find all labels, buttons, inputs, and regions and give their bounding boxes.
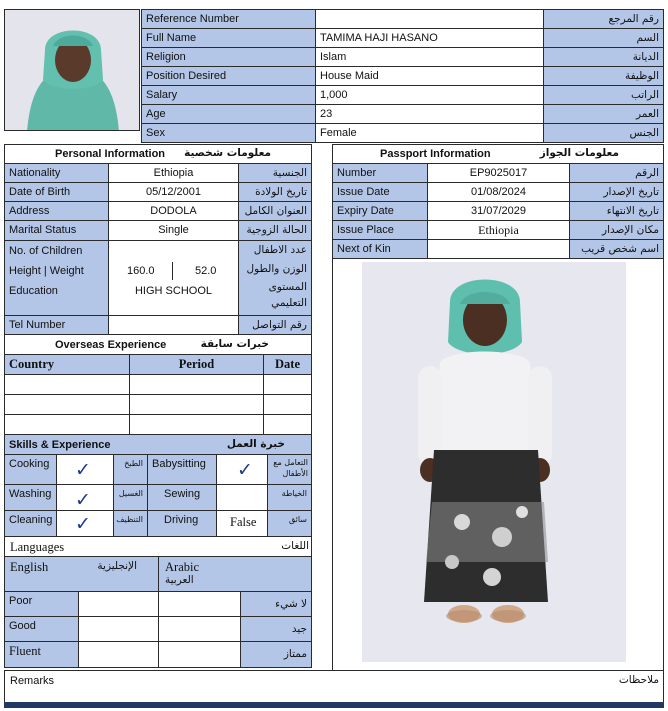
portrait-photo: [4, 9, 140, 131]
level-poor-english: [78, 591, 159, 617]
languages-title: Languages: [10, 540, 65, 554]
religion-value: Islam: [315, 47, 544, 67]
salary-label: Salary: [141, 85, 316, 105]
overseas-title-ar: خبرات سابقة: [200, 338, 269, 350]
tel-label-ar: رقم التواصل: [238, 315, 312, 335]
passport-title-ar: معلومات الجواز: [539, 147, 619, 159]
overseas-title: Overseas Experience: [55, 339, 167, 351]
cleaning-label: Cleaning: [4, 510, 57, 537]
passport-number-label: Number: [332, 163, 428, 183]
marital-value: Single: [108, 220, 239, 241]
issue-place-value: Ethiopia: [427, 220, 570, 240]
tel-value: [108, 315, 239, 335]
overseas-col-period: Period: [129, 354, 264, 375]
next-of-kin-label-ar: اسم شخص قريب: [569, 239, 664, 259]
washing-check-icon: ✓: [75, 489, 91, 511]
height-weight-label: Height | Weight: [9, 265, 84, 277]
salary-value: 1,000: [315, 85, 544, 105]
nationality-value: Ethiopia: [108, 163, 239, 183]
sex-value: Female: [315, 123, 544, 143]
remarks-row: [4, 670, 664, 703]
overseas-col-country: Country: [4, 354, 130, 375]
dob-value: 05/12/2001: [108, 182, 239, 202]
position-label: Position Desired: [141, 66, 316, 86]
children-height-education-labels-ar: [238, 240, 312, 316]
sex-label-ar: الجنس: [543, 123, 664, 143]
education-value: HIGH SCHOOL: [134, 285, 212, 297]
cleaning-check-icon: ✓: [75, 513, 91, 535]
passport-number-value: EP9025017: [427, 163, 570, 183]
expiry-date-label: Expiry Date: [332, 201, 428, 221]
education-label-ar: المستوى التعليمي: [268, 281, 307, 309]
expiry-date-value: 31/07/2029: [427, 201, 570, 221]
cleaning-check-cell: [56, 510, 114, 537]
remarks-label-ar: ملاحظات: [618, 674, 659, 686]
footer-bar: [4, 702, 664, 708]
height-value: 160.0: [127, 265, 155, 277]
personal-info-title-ar: معلومات شخصية: [184, 147, 271, 159]
nationality-label-ar: الجنسية: [238, 163, 312, 183]
level-poor-arabic: [158, 591, 241, 617]
level-fluent-english: [78, 641, 159, 668]
next-of-kin-value: [427, 239, 570, 259]
issue-date-value: 01/08/2024: [427, 182, 570, 202]
personal-info-header: [4, 144, 312, 164]
age-value: 23: [315, 104, 544, 124]
arabic-header: [158, 556, 312, 592]
english-label-ar: الإنجليزية: [97, 560, 137, 572]
babysitting-check-cell: [216, 454, 268, 485]
overseas-row-1-date: [263, 374, 312, 395]
skills-title: Skills & Experience: [9, 439, 111, 451]
passport-number-label-ar: الرقم: [569, 163, 664, 183]
cooking-label: Cooking: [4, 454, 57, 485]
position-value: House Maid: [315, 66, 544, 86]
weight-value: 52.0: [195, 265, 217, 277]
salary-label-ar: الراتب: [543, 85, 664, 105]
overseas-row-2-period: [129, 394, 264, 415]
cooking-check-icon: ✓: [75, 459, 91, 481]
languages-header: [4, 536, 312, 557]
fullname-label-ar: السم: [543, 28, 664, 48]
babysitting-label: Babysitting: [147, 454, 217, 485]
full-body-photo-cell: [332, 258, 664, 671]
level-good-label: Good: [4, 616, 79, 642]
sewing-label: Sewing: [147, 484, 217, 511]
age-label: Age: [141, 104, 316, 124]
expiry-date-label-ar: تاريخ الانتهاء: [569, 201, 664, 221]
overseas-row-1-country: [4, 374, 130, 395]
overseas-header: [4, 334, 312, 355]
washing-check-cell: [56, 484, 114, 511]
level-poor-label: Poor: [4, 591, 79, 617]
ref-value: [315, 9, 544, 29]
religion-label: Religion: [141, 47, 316, 67]
overseas-row-2-date: [263, 394, 312, 415]
issue-place-label-ar: مكان الإصدار: [569, 220, 664, 240]
driving-label: Driving: [147, 510, 217, 537]
issue-date-label-ar: تاريخ الإصدار: [569, 182, 664, 202]
level-good-arabic: [158, 616, 241, 642]
level-fluent-label-ar: ممتاز: [240, 641, 312, 668]
age-label-ar: العمر: [543, 104, 664, 124]
cooking-check-cell: [56, 454, 114, 485]
washing-label: Washing: [4, 484, 57, 511]
dob-label-ar: تاريخ الولادة: [238, 182, 312, 202]
arabic-label-ar: العربية: [165, 574, 194, 586]
children-label: No. of Children: [9, 245, 83, 257]
skills-header: [4, 434, 312, 455]
address-value: DODOLA: [108, 201, 239, 221]
overseas-row-3-country: [4, 414, 130, 435]
fullname-label: Full Name: [141, 28, 316, 48]
position-label-ar: الوظيفة: [543, 66, 664, 86]
height-weight-label-ar: الوزن والطول: [246, 263, 307, 275]
ref-label: Reference Number: [141, 9, 316, 29]
children-label-ar: عدد الاطفال: [253, 244, 307, 256]
sewing-value-cell: [216, 484, 268, 511]
level-poor-label-ar: لا شيء: [240, 591, 312, 617]
arabic-label: Arabic: [165, 560, 200, 574]
babysitting-label-ar: التعامل مع الأطفال: [267, 454, 312, 485]
personal-info-title: Personal Information: [55, 148, 166, 160]
height-weight-divider: [172, 262, 173, 280]
address-label: Address: [4, 201, 109, 221]
education-label: Education: [9, 285, 58, 297]
english-header: [4, 556, 159, 592]
marital-label: Marital Status: [4, 220, 109, 241]
issue-place-label: Issue Place: [332, 220, 428, 240]
level-good-label-ar: جيد: [240, 616, 312, 642]
english-label: English: [10, 560, 49, 574]
passport-header: [332, 144, 664, 164]
level-good-english: [78, 616, 159, 642]
babysitting-check-icon: ✓: [237, 459, 253, 481]
remarks-label: Remarks: [10, 675, 55, 687]
level-fluent-label: Fluent: [4, 641, 79, 668]
driving-value: False: [230, 515, 257, 529]
languages-title-ar: اللغات: [281, 540, 309, 552]
nationality-label: Nationality: [4, 163, 109, 183]
overseas-col-date: Date: [263, 354, 312, 375]
marital-label-ar: الحالة الزوجية: [238, 220, 312, 241]
cooking-label-ar: الطبخ: [113, 454, 148, 485]
sewing-label-ar: الخياطة: [267, 484, 312, 511]
overseas-row-1-period: [129, 374, 264, 395]
washing-label-ar: الغسيل: [113, 484, 148, 511]
full-body-photo: [362, 262, 626, 662]
religion-label-ar: الديانة: [543, 47, 664, 67]
next-of-kin-label: Next of Kin: [332, 239, 428, 259]
overseas-row-3-period: [129, 414, 264, 435]
tel-label: Tel Number: [4, 315, 109, 335]
dob-label: Date of Birth: [4, 182, 109, 202]
skills-title-ar: خبرة العمل: [226, 438, 285, 450]
passport-title: Passport Information: [380, 148, 491, 160]
level-fluent-arabic: [158, 641, 241, 668]
portrait-image: [5, 10, 140, 131]
sex-label: Sex: [141, 123, 316, 143]
overseas-row-2-country: [4, 394, 130, 415]
issue-date-label: Issue Date: [332, 182, 428, 202]
driving-label-ar: سائق: [267, 510, 312, 537]
overseas-row-3-date: [263, 414, 312, 435]
driving-value-cell: [216, 510, 268, 537]
fullname-value: TAMIMA HAJI HASANO: [315, 28, 544, 48]
children-height-education-labels: [4, 240, 109, 316]
address-label-ar: العنوان الكامل: [238, 201, 312, 221]
ref-label-ar: رقم المرجع: [543, 9, 664, 29]
children-height-education-values: [108, 240, 239, 316]
cleaning-label-ar: التنظيف: [113, 510, 148, 537]
